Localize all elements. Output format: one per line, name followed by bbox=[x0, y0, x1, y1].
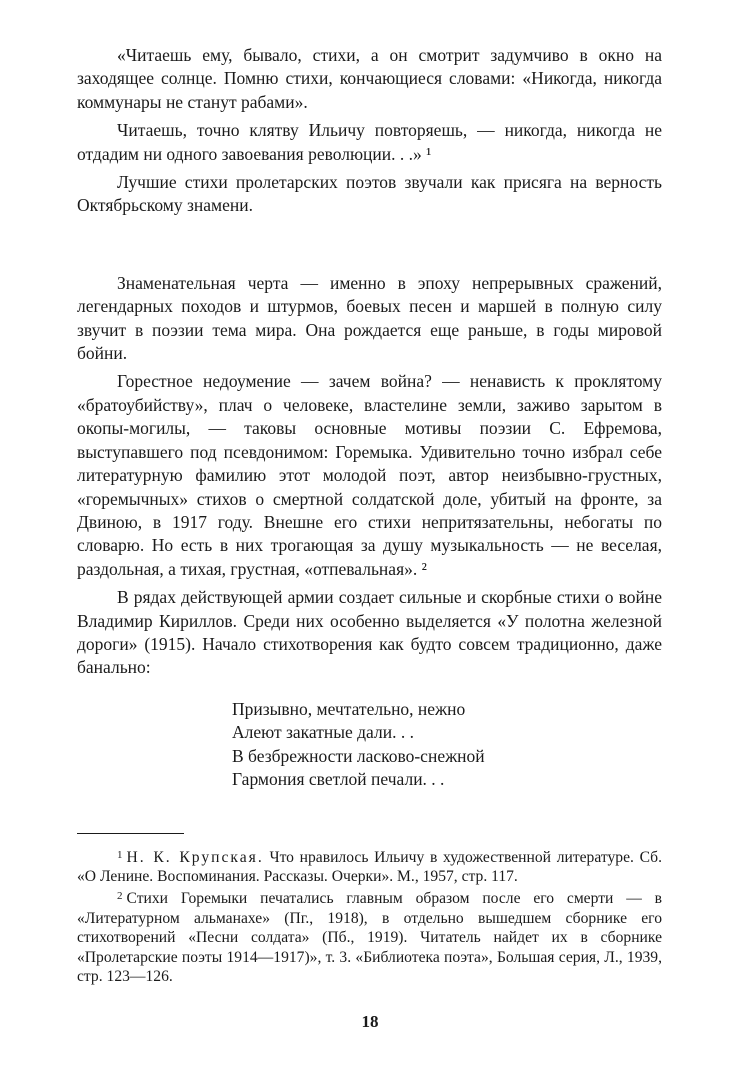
paragraph: «Читаешь ему, бывало, стихи, а он смотрит задумчиво в окно на заходящее солнце. Помню стихи, кончающиеся словами: «Никогда, никогда коммунары не станут рабами». bbox=[77, 45, 662, 112]
footnote-text: Стихи Горемыки печатались главным образом после его смерти — в «Литературном альманахе» (Пг., 1918), в отдельно вышедшем сборнике его стихотворений «Песни солдата» (Пб., 1919). Читатель найдет их в сборнике «Пролетарские поэты 1914—1917)», т. 3. «Библиотека поэта», Большая серия, Л., 1939, стр. 123—126. bbox=[77, 889, 662, 986]
footnote-number: 1 bbox=[117, 848, 123, 861]
page-body bbox=[77, 44, 662, 987]
footnote-number: 2 bbox=[117, 889, 123, 902]
footnote-2 bbox=[77, 887, 662, 987]
main-text bbox=[77, 272, 662, 680]
section-break bbox=[77, 218, 662, 272]
quote-block bbox=[77, 44, 662, 218]
paragraph: В рядах действующей армии создает сильные и скорбные стихи о войне Владимир Кириллов. Среди них особенно выделяется «У полотна железной дороги» (1915). Начало стихотворения как будто совсем традиционно, даже банально: bbox=[77, 587, 662, 678]
paragraph: Читаешь, точно клятву Ильичу повторяешь, — никогда, никогда не отдадим ни одного завоевания революции. . .» ¹ bbox=[77, 120, 662, 164]
footnote-text: Что нравилось Ильичу в художественной литературе. Сб. «О Ленине. Воспоминания. Рассказы. Очерки». М., 1957, стр. 117. bbox=[77, 848, 663, 886]
poem-line: Алеют закатные дали. . . bbox=[232, 722, 414, 743]
poem-line: В безбрежности ласково-снежной bbox=[232, 745, 485, 766]
page-number: 18 bbox=[361, 1012, 379, 1031]
poem-line: Призывно, мечтательно, нежно bbox=[232, 698, 466, 719]
poem-excerpt bbox=[232, 698, 662, 792]
footnotes bbox=[77, 846, 662, 987]
poem-line: Гармония светлой печали. . . bbox=[232, 769, 445, 790]
paragraph: Горестное недоумение — зачем война? — ненависть к проклятому «братоубийству», плач о человеке, властелине земли, заживо зарытом в окопы-могилы, — таковы основные мотивы поэзии С. Ефремова, выступавшего под псевдонимом: Горемыка. Удивительно точно избрал себе литературную фамилию этот молодой поэт, автор неизбывно-грустных, «горемычных» стихов о смертной солдатской доле, убитый на фронте, за Двиною, в 1917 году. Внешне его стихи непритязательны, небогаты по словарю. Но есть в них трогающая за душу музыкальность — не веселая, раздольная, а тихая, грустная, «отпевальная». ² bbox=[77, 371, 662, 579]
footnote-divider bbox=[77, 833, 184, 834]
footnote-1 bbox=[77, 846, 662, 887]
paragraph: Знаменательная черта — именно в эпоху непрерывных сражений, легендарных походов и штурмов, боевых песен и маршей в полную силу звучит в поэзии тема мира. Она рождается еще раньше, в годы мировой бойни. bbox=[77, 272, 662, 364]
paragraph: Лучшие стихи пролетарских поэтов звучали как присяга на верность Октябрьскому знамени. bbox=[77, 172, 662, 216]
footnote-author: Н. К. Крупская. bbox=[126, 848, 264, 866]
